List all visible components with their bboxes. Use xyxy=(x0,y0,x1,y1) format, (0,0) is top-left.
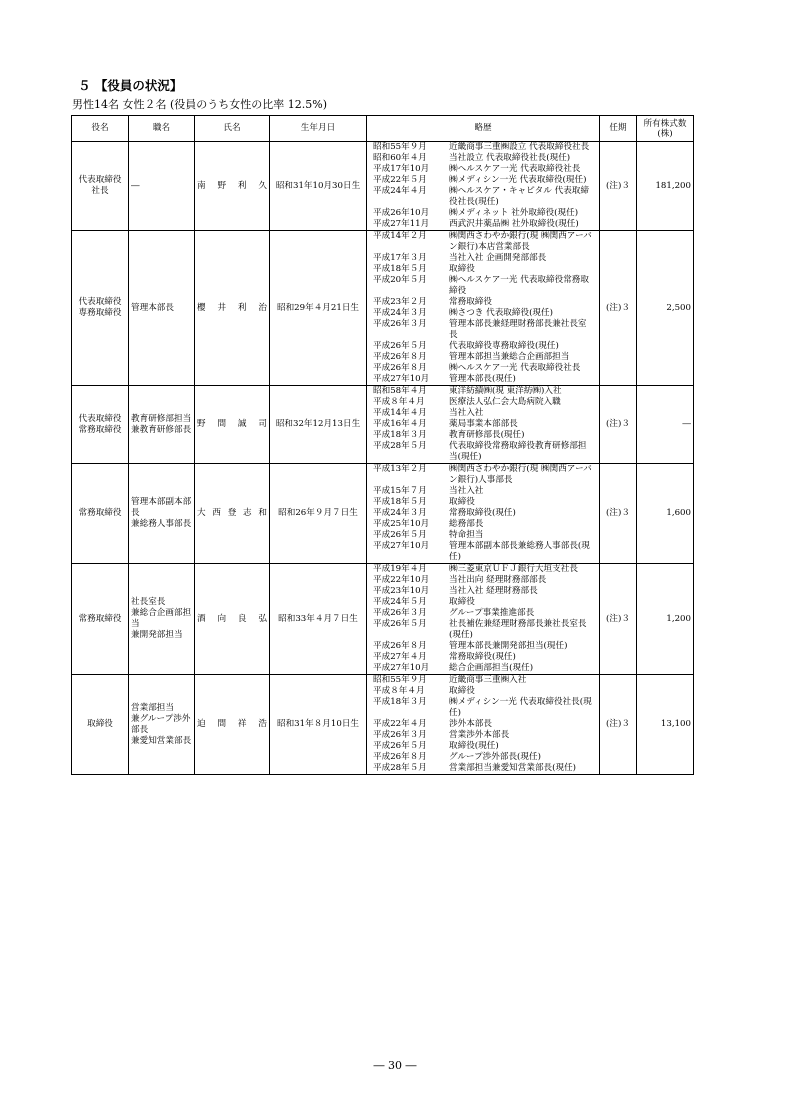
history-date: 平成18年３月 xyxy=(373,430,427,440)
history-text: 東洋紡績㈱(現 東洋紡㈱)入社 xyxy=(449,386,562,396)
officer-shares: ― xyxy=(637,386,694,464)
history-text: 特命担当 xyxy=(449,530,484,540)
history-date: 平成27年10月 xyxy=(373,663,430,673)
history-text: ㈱関西さわやか銀行(現 ㈱関西アーバン銀行)人事部長 xyxy=(449,464,592,485)
officer-term: (注)３ xyxy=(600,231,637,386)
history-list xyxy=(369,142,597,230)
history-text: 当社出向 経理財務部部長 xyxy=(449,575,547,585)
officer-name: 野間誠司 xyxy=(195,386,270,464)
history-text: ㈱メディシン一光 代表取締役(現任) xyxy=(449,175,587,185)
officer-row xyxy=(72,142,694,231)
officer-birth: 昭和29年４月21日生 xyxy=(270,231,367,386)
officer-name: 迫間祥浩 xyxy=(195,675,270,775)
officer-history xyxy=(367,675,600,775)
history-date: 平成24年５月 xyxy=(373,597,427,607)
header-shares: 所有株式数 (株) xyxy=(637,116,694,142)
history-date: 平成20年５月 xyxy=(373,275,427,285)
history-date: 平成26年３月 xyxy=(373,319,427,329)
history-text: 常務取締役(現任) xyxy=(449,508,516,518)
history-text: 取締役 xyxy=(449,597,475,607)
officer-row xyxy=(72,386,694,464)
history-date: 平成28年５月 xyxy=(373,763,427,773)
officer-term: (注)３ xyxy=(600,675,637,775)
history-text: 当社入社 企画開発部部長 xyxy=(449,253,547,263)
history-date: 平成26年５月 xyxy=(373,619,427,629)
history-text: 取締役 xyxy=(449,264,475,274)
officer-name: 南野利久 xyxy=(195,142,270,231)
header-history: 略歴 xyxy=(367,116,600,142)
officer-position: 管理本部副本部長 兼総務人事部長 xyxy=(129,464,195,564)
history-date: 平成18年３月 xyxy=(373,697,427,707)
history-text: 管理本部長(現任) xyxy=(449,374,516,384)
history-text: 近畿商事三重㈱設立 代表取締役社長 xyxy=(449,142,590,152)
history-text: ㈱関西さわやか銀行(現 ㈱関西アーバン銀行)本店営業部長 xyxy=(449,231,592,252)
history-date: 平成27年10月 xyxy=(373,541,430,551)
history-date: 平成23年10月 xyxy=(373,586,430,596)
history-date: 平成26年５月 xyxy=(373,341,427,351)
officers-table xyxy=(71,115,694,775)
history-text: 社長補佐兼経理財務部長兼社長室長(現任) xyxy=(449,619,587,640)
officer-birth: 昭和31年10月30日生 xyxy=(270,142,367,231)
history-list xyxy=(369,464,597,563)
history-date: 平成27年11月 xyxy=(373,219,430,229)
history-date: 平成25年10月 xyxy=(373,519,430,529)
gender-summary: 男性14名 女性２名 (役員のうち女性の比率 12.5%) xyxy=(72,98,328,111)
officer-position: 社長室長 兼総合企画部担当 兼開発部担当 xyxy=(129,564,195,675)
history-date: 平成19年４月 xyxy=(373,564,427,574)
history-date: 平成26年３月 xyxy=(373,608,427,618)
officer-title: 常務取締役 xyxy=(72,464,129,564)
history-text: 医療法人弘仁会大島病院入職 xyxy=(449,397,561,407)
history-text: 当社入社 経理財務部長 xyxy=(449,586,538,596)
header-birth: 生年月日 xyxy=(270,116,367,142)
history-list xyxy=(369,386,597,463)
history-text: 渉外本部長 xyxy=(449,719,492,729)
officer-name: 櫻井利治 xyxy=(195,231,270,386)
history-date: 平成28年５月 xyxy=(373,441,427,451)
officer-title: 常務取締役 xyxy=(72,564,129,675)
officer-row xyxy=(72,231,694,386)
history-date: 平成24年３月 xyxy=(373,508,427,518)
history-date: 平成17年10月 xyxy=(373,164,430,174)
history-date: 平成13年２月 xyxy=(373,464,427,474)
history-date: 平成26年10月 xyxy=(373,208,430,218)
history-text: 代表取締役常務取締役教育研修部担当(現任) xyxy=(449,441,587,462)
history-text: ㈱ヘルスケア一光 代表取締役社長 xyxy=(449,164,581,174)
section-title: ５ 【役員の状況】 xyxy=(78,78,183,93)
history-text: グループ渉外部長(現任) xyxy=(449,752,541,762)
history-text: 当社入社 xyxy=(449,408,484,418)
history-text: 取締役 xyxy=(449,686,475,696)
table-header-row xyxy=(72,116,694,142)
header-title: 役名 xyxy=(72,116,129,142)
officer-term: (注)３ xyxy=(600,386,637,464)
officer-birth: 昭和32年12月13日生 xyxy=(270,386,367,464)
officer-history xyxy=(367,564,600,675)
history-date: 平成17年３月 xyxy=(373,253,427,263)
history-date: 平成18年５月 xyxy=(373,264,427,274)
officer-shares: 13,100 xyxy=(637,675,694,775)
officer-row xyxy=(72,464,694,564)
history-date: 平成18年５月 xyxy=(373,497,427,507)
history-list xyxy=(369,231,597,385)
header-position: 職名 xyxy=(129,116,195,142)
history-date: 昭和55年９月 xyxy=(373,142,427,152)
officer-shares: 181,200 xyxy=(637,142,694,231)
history-date: 平成14年２月 xyxy=(373,231,427,241)
officer-position: 管理本部長 xyxy=(129,231,195,386)
officer-title: 代表取締役 常務取締役 xyxy=(72,386,129,464)
history-date: 平成８年４月 xyxy=(373,397,425,407)
history-text: ㈱メディネット 社外取締役(現任) xyxy=(449,208,579,218)
officer-shares: 1,200 xyxy=(637,564,694,675)
officer-term: (注)３ xyxy=(600,142,637,231)
history-date: 平成26年８月 xyxy=(373,752,427,762)
history-text: 取締役(現任) xyxy=(449,741,499,751)
officer-history xyxy=(367,464,600,564)
officer-history xyxy=(367,386,600,464)
history-text: 総務部長 xyxy=(449,519,484,529)
history-date: 平成27年４月 xyxy=(373,652,427,662)
history-date: 平成26年５月 xyxy=(373,741,427,751)
officer-row xyxy=(72,564,694,675)
history-text: 取締役 xyxy=(449,497,475,507)
officer-birth: 昭和33年４月７日生 xyxy=(270,564,367,675)
history-list xyxy=(369,675,597,774)
officer-row xyxy=(72,675,694,775)
history-text: 薬局事業本部部長 xyxy=(449,419,518,429)
officer-term: (注)３ xyxy=(600,464,637,564)
history-date: 平成24年４月 xyxy=(373,186,427,196)
header-term: 任期 xyxy=(600,116,637,142)
history-text: 常務取締役 xyxy=(449,297,492,307)
history-text: 管理本部長兼経理財務部長兼社長室長 xyxy=(449,319,587,340)
header-name: 氏名 xyxy=(195,116,270,142)
officer-term: (注)３ xyxy=(600,564,637,675)
history-text: 当社入社 xyxy=(449,486,484,496)
officer-position: 営業部担当 兼グループ渉外部長 兼愛知営業部長 xyxy=(129,675,195,775)
officer-name: 大西登志和 xyxy=(195,464,270,564)
officer-history xyxy=(367,231,600,386)
history-text: ㈱ヘルスケア・キャピタル 代表取締役社長(現任) xyxy=(449,186,589,207)
history-date: 平成26年８月 xyxy=(373,641,427,651)
history-text: グループ事業推進部長 xyxy=(449,608,535,618)
history-text: ㈱三菱東京ＵＦＪ銀行大垣支社長 xyxy=(449,564,578,574)
history-date: 平成26年８月 xyxy=(373,363,427,373)
officer-shares: 1,600 xyxy=(637,464,694,564)
history-date: 平成22年４月 xyxy=(373,719,427,729)
history-text: 教育研修部長(現任) xyxy=(449,430,525,440)
history-text: 常務取締役(現任) xyxy=(449,652,516,662)
history-text: ㈱ヘルスケア一光 代表取締役社長 xyxy=(449,363,581,373)
history-text: 近畿商事三重㈱入社 xyxy=(449,675,527,685)
history-date: 昭和55年９月 xyxy=(373,675,427,685)
history-text: 管理本部担当兼総合企画部担当 xyxy=(449,352,570,362)
history-date: 平成26年５月 xyxy=(373,530,427,540)
history-text: 営業部担当兼愛知営業部長(現任) xyxy=(449,763,577,773)
history-text: 管理本部副本部長兼総務人事部長(現任) xyxy=(449,541,590,562)
officer-position: ― xyxy=(129,142,195,231)
officer-title: 代表取締役 社長 xyxy=(72,142,129,231)
history-text: ㈱さつき 代表取締役(現任) xyxy=(449,308,553,318)
history-text: 代表取締役専務取締役(現任) xyxy=(449,341,559,351)
history-date: 平成16年４月 xyxy=(373,419,427,429)
officer-name: 酒向良弘 xyxy=(195,564,270,675)
page-number: ― 30 ― xyxy=(373,1059,417,1072)
history-date: 平成26年３月 xyxy=(373,730,427,740)
history-date: 平成15年７月 xyxy=(373,486,427,496)
history-date: 平成24年３月 xyxy=(373,308,427,318)
history-text: 当社設立 代表取締役社長(現任) xyxy=(449,153,571,163)
history-date: 平成８年４月 xyxy=(373,686,425,696)
history-text: 管理本部長兼開発部担当(現任) xyxy=(449,641,568,651)
history-text: 総合企画部担当(現任) xyxy=(449,663,534,673)
history-text: 営業渉外本部長 xyxy=(449,730,510,740)
history-date: 平成14年４月 xyxy=(373,408,427,418)
history-text: ㈱ヘルスケア一光 代表取締役常務取締役 xyxy=(449,275,589,296)
history-date: 昭和58年４月 xyxy=(373,386,427,396)
history-date: 平成27年10月 xyxy=(373,374,430,384)
history-date: 平成22年10月 xyxy=(373,575,430,585)
officer-history xyxy=(367,142,600,231)
history-date: 平成23年２月 xyxy=(373,297,427,307)
history-date: 平成22年５月 xyxy=(373,175,427,185)
history-list xyxy=(369,564,597,674)
history-date: 平成26年８月 xyxy=(373,352,427,362)
officer-title: 代表取締役 専務取締役 xyxy=(72,231,129,386)
officer-shares: 2,500 xyxy=(637,231,694,386)
officer-title: 取締役 xyxy=(72,675,129,775)
history-date: 昭和60年４月 xyxy=(373,153,427,163)
history-text: 西武沢井薬品㈱ 社外取締役(現任) xyxy=(449,219,579,229)
history-text: ㈱メディシン一光 代表取締役社長(現任) xyxy=(449,697,592,718)
officer-birth: 昭和31年８月10日生 xyxy=(270,675,367,775)
officer-position: 教育研修部担当 兼教育研修部長 xyxy=(129,386,195,464)
officer-birth: 昭和26年９月７日生 xyxy=(270,464,367,564)
